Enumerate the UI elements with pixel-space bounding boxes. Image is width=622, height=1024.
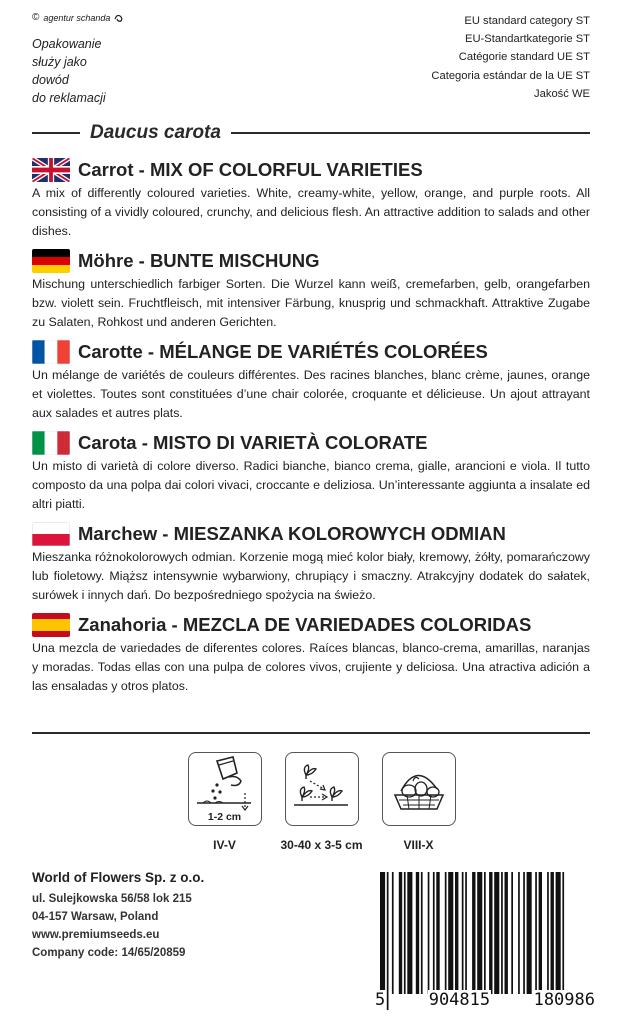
company-address-line: 04-157 Warsaw, Poland (32, 911, 159, 923)
company-code: Company code: 14/65/20859 (32, 947, 186, 959)
standard-category-block (431, 12, 590, 103)
standard-line: Jakość WE (534, 87, 590, 100)
latin-name-row (32, 122, 590, 144)
header-left (32, 12, 124, 107)
section-title: Marchew - MIESZANKA KOLOROWYCH ODMIAN (78, 523, 506, 544)
barcode-digits (374, 990, 596, 1010)
barcode-digit-group: 904815 (428, 990, 491, 1010)
divider (32, 732, 590, 734)
polish-note-line: Opakowanie (32, 37, 102, 51)
company-address-line: ul. Sulejkowska 56/58 lok 215 (32, 893, 192, 905)
company-website: www.premiumseeds.eu (32, 929, 160, 941)
copyright-line (32, 12, 124, 23)
copyright-text: agentur schanda (43, 12, 111, 23)
polish-note-line: służy jako (32, 55, 87, 69)
poland-flag-icon (32, 522, 70, 546)
section-title: Möhre - BUNTE MISCHUNG (78, 250, 320, 271)
pictogram-sowing (176, 752, 273, 852)
pictogram-harvest (370, 752, 467, 852)
standard-line: Categoria estándar de la UE ST (431, 69, 590, 82)
section-body: Una mezcla de variedades de diferentes colores. Raíces blancas, blanco-crema, amarillas, naranjas y moradas. Todas ellas con una pulpa de colores vivos, crujiente y deliciosa. Una atractiva adición a las ensaladas y otros platos. (32, 641, 590, 693)
polish-note-line: do reklamacji (32, 91, 106, 105)
section-body: Mieszanka różnokolorowych odmian. Korzenie mogą mieć kolor biały, kremowy, żółty, pomarańczowy lub fioletowy. Miąższ intensywnie wybarwiony, chrupiący i smaczny. Atrakcyjny dodatek do sałatek, surówek i innych dań. Do bezpośredniego spożycia na świeżo. (32, 550, 590, 602)
spain-flag-icon (32, 613, 70, 637)
section-body: Un misto di varietà di colore diverso. Radici bianche, bianco crema, gialle, arancioni e viola. Il tutto composto da una polpa dai colori vivaci, croccante e deliziosa. Un’interessante aggiunta a insalate ed altri piatti. (32, 459, 590, 511)
harvest-basket-icon (382, 752, 456, 826)
plant-spacing-icon (285, 752, 359, 826)
standard-line: EU standard category ST (464, 15, 590, 27)
france-flag-icon (32, 340, 70, 364)
barcode-digit-group: 180986 (533, 990, 595, 1010)
polish-note-line: dowód (32, 73, 69, 87)
barcode-digit-group: 5 (375, 990, 386, 1010)
latin-name: Daucus carota (90, 122, 221, 143)
italy-flag-icon (32, 431, 70, 455)
divider (32, 132, 80, 134)
pictogram-row (176, 752, 467, 852)
divider (231, 132, 590, 134)
language-sections (32, 156, 590, 696)
copyright-icon: © (32, 12, 40, 23)
section-title: Carotte - MÉLANGE DE VARIÉTÉS COLORÉES (78, 341, 488, 362)
section-title: Carrot - MIX OF COLORFUL VARIETIES (78, 159, 423, 180)
section-title: Zanahoria - MEZCLA DE VARIEDADES COLORIDAS (78, 614, 532, 635)
standard-line: Catégorie standard UE ST (458, 51, 590, 64)
uk-flag-icon (32, 158, 70, 182)
section-italian (32, 429, 590, 514)
germany-flag-icon (32, 249, 70, 273)
polish-warranty-note (32, 35, 124, 107)
agency-logo-icon (114, 13, 124, 22)
section-german (32, 247, 590, 332)
section-french (32, 338, 590, 423)
pictogram-caption: VIII-X (403, 838, 434, 852)
pictogram-spacing (273, 752, 370, 852)
section-body: A mix of differently coloured varieties. White, creamy-white, yellow, orange, and purple roots. All consisting of a vividly coloured, crunchy, and delicious flesh. An attractive addition to salads and other dishes. (32, 186, 590, 238)
sowing-depth-icon (188, 752, 262, 826)
section-body: Mischung unterschiedlich farbiger Sorten. Die Wurzel kann weiß, cremefarben, gelb, orangefarben bzw. violett sein. Fruchtfleisch, mit intensiver Färbung, knusprig und schmackhaft. Attraktive Zugabe zu Salaten, Rohkost und anderen Gerichten. (32, 277, 590, 329)
company-info (32, 870, 204, 962)
sowing-depth-label: 1-2 cm (207, 811, 242, 823)
pictogram-caption: 30-40 x 3-5 cm (280, 838, 363, 852)
section-title: Carota - MISTO DI VARIETÀ COLORATE (78, 432, 428, 453)
company-name: World of Flowers Sp. z o.o. (32, 870, 205, 885)
pictogram-caption: IV-V (213, 838, 236, 852)
section-body: Un mélange de variétés de couleurs différentes. Des racines blanches, blanc crème, jaunes, orange et violettes. Toutes sont constituées d’une chair colorée, croquante et délicieuse. Un ajout attrayant aux salades et autres plats. (32, 368, 590, 420)
standard-line: EU-Standartkategorie ST (465, 33, 590, 46)
section-spanish (32, 611, 590, 696)
section-english (32, 156, 590, 241)
section-polish (32, 520, 590, 605)
